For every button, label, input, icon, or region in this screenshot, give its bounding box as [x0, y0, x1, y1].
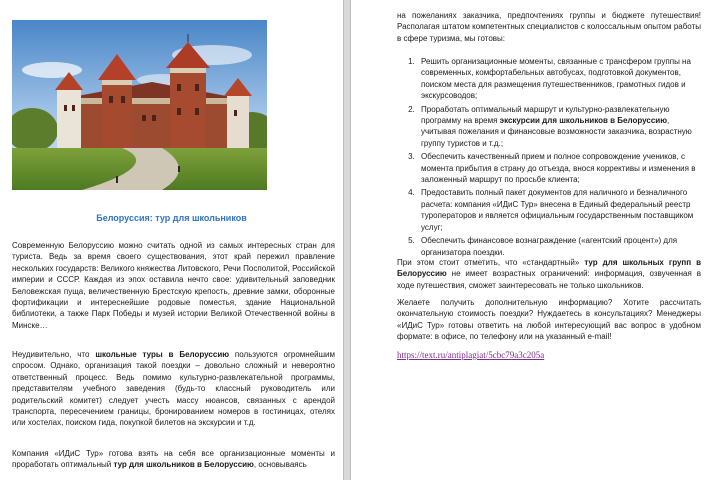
bold-keyword: школьные туры в Белоруссию	[95, 350, 230, 359]
page-gap	[343, 0, 351, 480]
bold-keyword: экскурсии для школьников в Белоруссию	[499, 116, 668, 126]
contact-paragraph: Желаете получить дополнительную информацию? Хотите рассчитать окончательную стоимость поездки? Нуждаетесь в консультациях? Менеджеры «ИДиС Тур» готовы ответить на любой интересующий вас вопрос в удобном формате: в офисе, по телефону или на указанный e-mail!	[397, 298, 701, 342]
text-span: Компания «ИДиС Тур» готова взять на себя все организационные моменты и проработать оптимальный	[12, 449, 335, 470]
text-span: При этом стоит отметить, что «стандартный»	[397, 258, 585, 267]
page-title: Белоруссия: тур для школьников	[96, 213, 247, 223]
text-span: Проработать оптимальный маршрут и культурно-развлекательную программу на время	[421, 104, 670, 126]
intro-paragraph: Современную Белоруссию можно считать одной из самых интересных стран для туриста. Ведь за время своего существования, этот край пережил правление нескольких государств: Великого княжества Литовского, Речи Посполитой, Российской империи и СССР. Каждая из эпох оставила нечто свое: удивительный заповедник Беловежская пуща, величественную Брестскую крепость, древние замки, оборонные фортификации и интереснейшие родовые поместья, здание Национальной библиотеки, а также Парк Победы и музей истории Великой Отечественной войны в Минске…	[12, 241, 335, 330]
standard-tour-paragraph	[397, 257, 701, 291]
list-item	[417, 104, 701, 150]
mir-castle-photo	[12, 20, 267, 190]
text-span: , основываясь	[253, 460, 307, 470]
text-span: , учитывая пожелания и финансовые возможности заказчика, возрастную группу туристов и т.д.;	[421, 116, 692, 148]
text-span: Неудивительно, что	[12, 350, 96, 359]
list-item: 3. Обеспечить качественный прием и полное сопровождение учеников, с момента прибытия в страну до отъезда, внося коррективы и изменения в заложенный маршрут по просьбе клиента;	[417, 151, 701, 185]
bold-keyword: тур для школьников в Белоруссию	[113, 460, 254, 470]
continuation-paragraph: на пожеланиях заказчика, предпочтениях группы и бюджете путешествия! Располагая штатом компетентных специалистов с колоссальным опытом работы в сфере туризма, мы готовы:	[397, 11, 701, 43]
bold-keyword: тур для школьных групп в Белоруссию	[397, 258, 702, 279]
text-span: пользуются огромнейшим спросом. Однако, организация такой поездки – довольно сложный и невероятно ответственный процесс. Ведь помимо культурно-развлекательной программы, представителям учебного заведения (будь-то классный руководитель или родительский комитет) следует учесть массу нюансов, связанных с арендой транспорта, пересечением границы, бронированием номеров в гостиницах, отелях или хостелах, поиском гида, покупкой билетов на экскурсии и т.д.	[12, 350, 336, 428]
list-item: 1. Решить организационные моменты, связанные с трансфером группы на современных, комфортабельных автобусах, подготовкой документов, поиском места для размещения путешественников, грамотных гидов и экскурсоводов;	[417, 56, 701, 102]
tours-demand-paragraph	[12, 349, 335, 429]
list-item: 5. Обеспечить финансовое вознаграждение («агентский процент») для организатора поездки.	[417, 235, 701, 258]
services-list	[397, 56, 701, 260]
list-item: 4. Предоставить полный пакет документов для наличного и безналичного расчета: компания «ИДиС Тур» внесена в Единый федеральный реестр туроператоров и является официальным государственным поставщиком услуг;	[417, 187, 701, 233]
company-paragraph	[12, 448, 335, 471]
right-page	[351, 0, 714, 480]
antiplagiat-link[interactable]: https://text.ru/antiplagiat/5cbc79a3c205a	[397, 350, 545, 360]
left-page	[0, 0, 343, 480]
text-span: не имеет возрастных ограничений: информация, озвученная в ходе путешествия, сможет заинтересовать не только школьников.	[397, 269, 701, 290]
